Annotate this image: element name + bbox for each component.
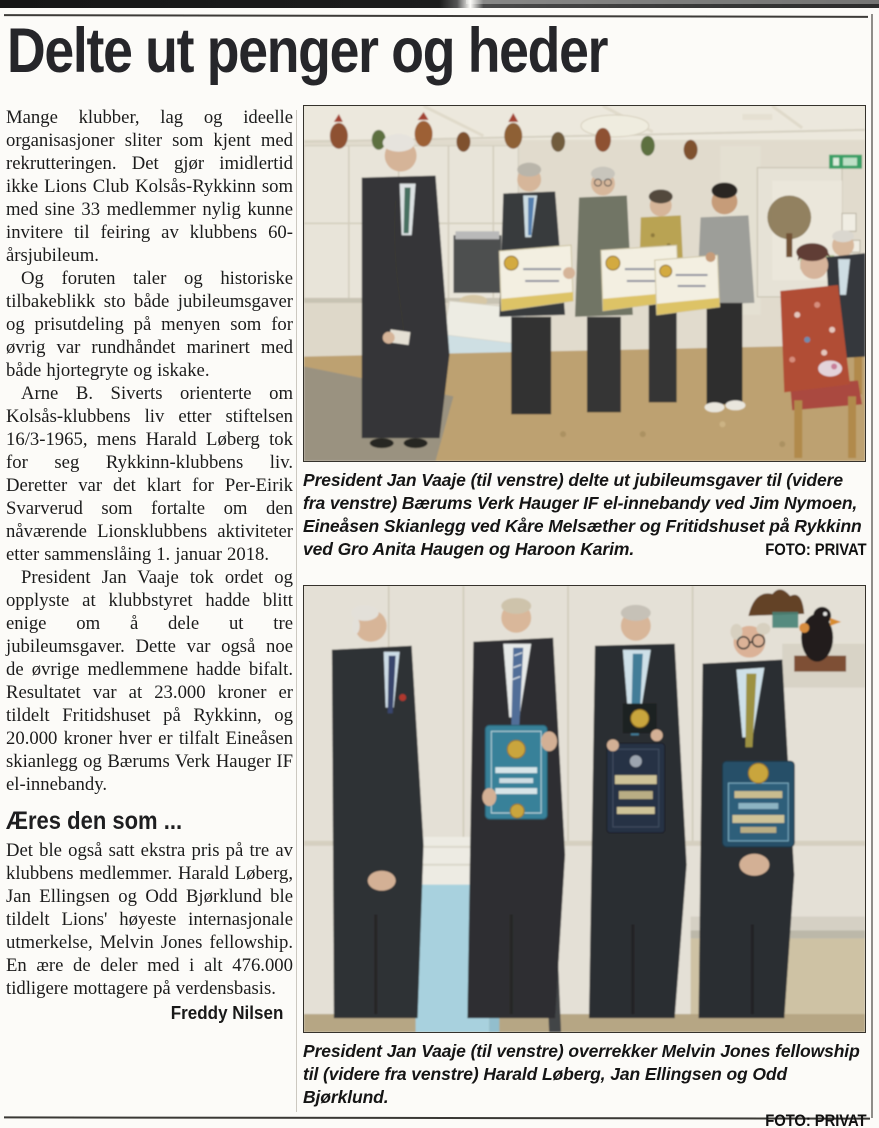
byline: Freddy Nilsen bbox=[170, 1002, 283, 1023]
caption-text: President Jan Vaaje (til venstre) delte ut jubileumsgaver til (videre fra venstre) Bærums Verk Hauger IF el-innebandy ved Jim Nymoen, Eineåsen Skianlegg ved Kåre Melsæther og Fritidshuset på Rykkinn ved Gro Anita Haugen og Haroon Karim. bbox=[303, 470, 862, 559]
photo-caption bbox=[303, 469, 866, 562]
paragraph: Det ble også satt ekstra pris på tre av klubbens medlemmer. Harald Løberg, Jan Ellingsen og Odd Bjørklund ble tildelt Lions' høyeste internasjonale utmerkelse, Melvin Jones fellowship. En ære de deler med i alt 476.000 tidligere mottagere på verdensbasis. bbox=[6, 840, 293, 999]
photo-credit: FOTO: PRIVAT bbox=[764, 541, 866, 559]
subheading: Æres den som ... bbox=[6, 807, 183, 835]
figure-melvin-jones bbox=[303, 585, 866, 1128]
paragraph: Arne B. Siverts orienterte om Kolsås-klubbens liv etter stiftelsen 16/3-1965, mens Harald Løberg tok for seg Rykkinn-klubbens liv. Deretter var det klart for Per-Eirik Svarverud som fortalte om den nåværende Lionsklubbens aktiviteter etter sammenslåing 1. januar 2018. bbox=[6, 383, 293, 565]
paragraph: President Jan Vaaje tok ordet og opplyste at klubbstyret hadde blitt enige om å dele ut tre jubileumsgaver. Dette var også noe de øvrige medlemmene hadde bifalt. Resultatet var at 23.000 kroner er tildelt Fritidshuset på Rykkinn, og 20.000 kroner hver er tilfalt Eineåsen skianlegg og Bærums Verk Hauger IF el-innebandy. bbox=[6, 567, 293, 795]
article-body bbox=[6, 106, 293, 1024]
paragraph: Mange klubber, lag og ideelle organisasjoner sliter som kjent med rekrutteringen. Det gjør imidlertid ikke Lions Club Kolsås-Rykkinn som med sine 33 medlemmer nylig kunne invitere til feiring av klubbens 60-årsjubileum. bbox=[6, 107, 293, 266]
right-edge-rule bbox=[871, 14, 873, 1118]
photo-plaque-ceremony bbox=[303, 585, 866, 1033]
caption-text: President Jan Vaaje (til venstre) overrekker Melvin Jones fellowship til (videre fra venstre) Harald Løberg, Jan Ellingsen og Odd Bjørklund. bbox=[303, 1041, 860, 1107]
photo-caption bbox=[303, 1040, 866, 1128]
figure-jubilee-gifts bbox=[303, 105, 866, 562]
column-divider bbox=[296, 110, 297, 1112]
photo-credit: FOTO: PRIVAT bbox=[764, 1112, 866, 1128]
scan-artifact-bar bbox=[0, 0, 879, 8]
paragraph: Og foruten taler og historiske tilbakeblikk sto både jubileumsgaver og prisutdeling på menyen som for øvrig var rundhåndet marinert med både hjortegryte og iskake. bbox=[6, 268, 293, 381]
headline: Delte ut penger og heder bbox=[7, 16, 608, 86]
photo-award-checks bbox=[303, 105, 866, 462]
